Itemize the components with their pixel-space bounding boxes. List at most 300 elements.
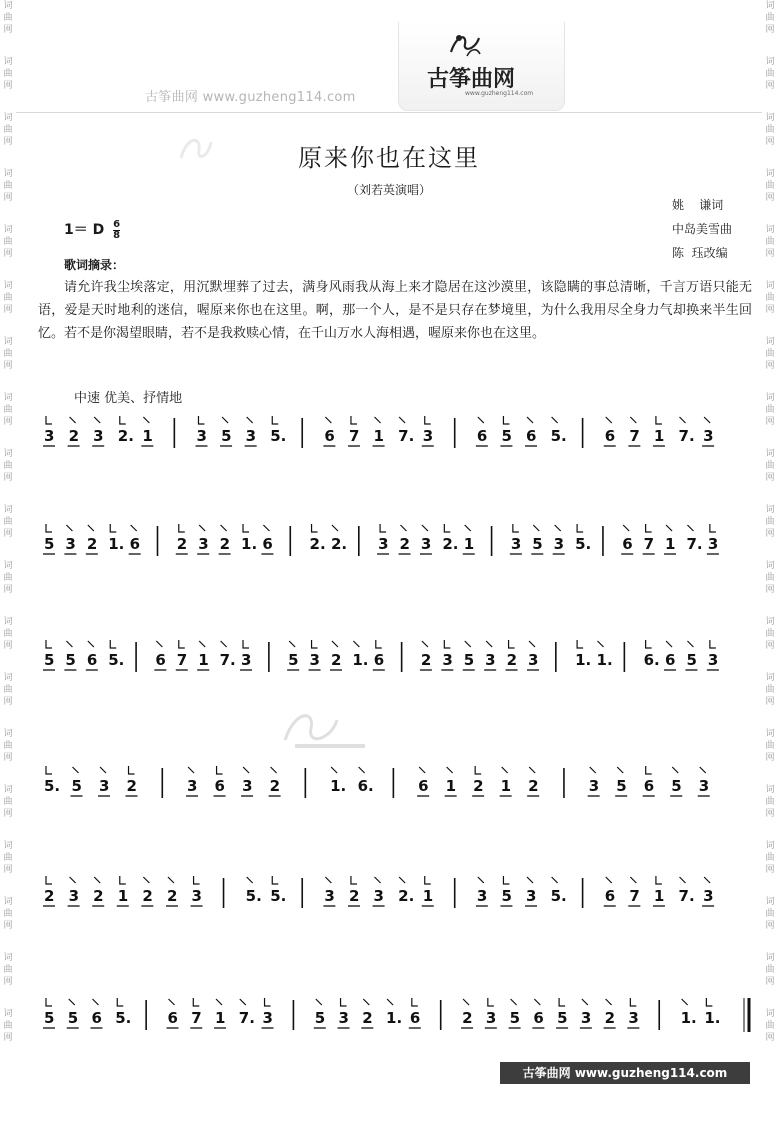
score-note: 6 [214,777,225,795]
score-note: 6 [167,1009,178,1027]
fingering-mark [687,525,693,531]
margin-char: 词 [3,897,13,907]
score-note: 7. [686,535,703,553]
margin-char: 网 [765,585,775,595]
fingering-mark [447,767,453,773]
fingering-mark [221,525,227,531]
score-note: 3 [373,887,384,905]
fingering-mark [70,417,76,423]
margin-char: 曲 [765,237,775,247]
score-note: 5. [270,887,287,905]
score-note: 2 [330,651,342,669]
fingering-mark [120,416,126,424]
fingering-mark [478,877,484,883]
fingering-mark [630,417,636,423]
score-note: 3 [324,887,335,905]
score-note: 2 [348,887,360,905]
fingering-mark [534,999,540,1005]
margin-char: 词 [3,57,13,67]
fingering-mark [73,767,79,773]
margin-char: 词 [765,281,775,291]
margin-char: 曲 [765,69,775,79]
score-note: 5 [501,887,512,905]
fingering-mark [552,877,558,883]
score-note: 2 [473,777,484,795]
score-note: 5 [44,651,55,669]
score-note: 1. [241,535,258,553]
fingering-mark [332,641,338,647]
fingering-mark [312,640,318,648]
fingering-mark [656,876,662,884]
fingering-mark [110,640,116,648]
score-note: 6 [155,651,166,669]
margin-char: 网 [3,305,13,315]
fingering-mark [376,640,382,648]
score-note: 3 [707,651,719,669]
score-note: 7. [678,427,695,445]
score-note: 6 [604,887,616,905]
fingering-mark [272,876,278,884]
fingering-mark [70,877,76,883]
score-note: 3 [68,887,80,905]
score-note: 6 [373,651,385,669]
score-note: 2. [442,535,459,553]
score-note: 3 [703,887,714,905]
score-note: 3 [628,1009,639,1027]
score-note: 5 [501,427,512,445]
lyrics-text: 请允许我尘埃落定，用沉默埋葬了过去，满身风雨我从海上来才隐居在这沙漠里，该隐瞒的事总清晰，千言万语只能无语，爱是天时地利的迷信，喔原来你也在这里。啊，那一个人，是不是只存在梦境里，为什么我用尽全身力气却换来半生回忆。若不是你渴望眼睛，若不是我救赎心情，在千山万水人海相遇，喔原来你也在这里。 [38,280,752,341]
score-note: 3 [553,535,565,553]
fingering-mark [672,767,678,773]
margin-char: 词 [765,617,775,627]
margin-char: 网 [765,865,775,875]
score-note: 7. [398,427,415,445]
margin-char: 词 [3,785,13,795]
fingering-mark [590,767,596,773]
score-note: 6 [643,777,655,795]
header-divider [16,112,762,113]
fingering-mark [351,876,357,884]
credit-composer: 中岛美雪曲 [672,222,733,236]
score-note: 7 [629,887,640,905]
fingering-mark [110,524,116,532]
fingering-mark [700,767,706,773]
score-note: 6. [643,651,660,669]
fingering-mark [606,417,612,423]
margin-char: 曲 [765,965,775,975]
margin-char: 网 [765,697,775,707]
logo-swirl-icon [447,30,483,60]
score-note: 5 [532,535,543,553]
margin-char: 曲 [3,629,13,639]
fingering-mark [353,641,359,647]
margin-char: 词 [3,281,13,291]
margin-char: 网 [3,137,13,147]
margin-char: 网 [3,809,13,819]
margin-char: 曲 [3,69,13,79]
fingering-mark [486,641,492,647]
margin-char: 词 [3,113,13,123]
fingering-mark [199,525,205,531]
score-note: 3 [198,535,209,553]
margin-char: 词 [765,505,775,515]
fingering-mark [325,417,331,423]
footer-site-banner[interactable]: 古筝曲网 www.guzheng114.com [500,1062,750,1084]
fingering-mark [46,524,52,532]
score-note: 2 [44,887,55,905]
margin-char: 网 [3,81,13,91]
score-note: 5 [671,777,682,795]
score-note: 3 [580,1009,592,1027]
margin-char: 词 [765,57,775,67]
fingering-mark [527,877,533,883]
score-note: 7 [629,427,640,445]
fingering-mark [243,524,249,532]
score-note: 2. [117,427,134,445]
score-note: 5 [44,1009,55,1027]
score-note: 6 [665,651,676,669]
score-note: 2 [604,1009,616,1027]
margin-char: 词 [765,337,775,347]
fingering-mark [509,640,515,648]
fingering-mark [527,417,533,423]
fingering-mark [66,641,72,647]
fingering-mark [351,416,357,424]
score-note: 2 [86,535,98,553]
fingering-mark [606,999,612,1005]
fingering-mark [559,998,565,1006]
fingering-mark [69,999,75,1005]
score-note: 5 [288,651,299,669]
fingering-mark [463,999,469,1005]
score-note: 2 [166,887,178,905]
score-row-6 [36,990,752,1050]
margin-char: 曲 [765,125,775,135]
score-note: 3 [44,427,55,445]
score-note: 7 [348,427,360,445]
score-note: 3 [309,651,320,669]
score-note: 3 [196,427,207,445]
margin-char: 网 [3,865,13,875]
score-note: 6 [86,651,98,669]
score-note: 1. [330,777,347,795]
margin-char: 曲 [3,685,13,695]
score-row-4 [36,758,752,818]
fingering-mark [131,525,137,531]
score-note: 1. [596,651,613,669]
score-note: 1 [653,887,665,905]
fingering-mark [475,766,481,774]
score-note: 6 [324,427,335,445]
margin-char: 网 [765,1033,775,1043]
fingering-mark [425,416,431,424]
margin-char: 网 [765,753,775,763]
fingering-mark [143,417,149,423]
fingering-mark [100,767,106,773]
margin-char: 词 [765,953,775,963]
margin-char: 曲 [3,517,13,527]
margin-char: 曲 [765,909,775,919]
margin-char: 词 [3,449,13,459]
fingering-mark [582,999,588,1005]
margin-char: 曲 [765,797,775,807]
fingering-mark [399,877,405,883]
margin-char: 曲 [765,573,775,583]
fingering-mark [332,525,338,531]
margin-char: 网 [765,249,775,259]
score-note: 5 [65,651,76,669]
fingering-mark [465,641,471,647]
fingering-mark [529,767,535,773]
margin-char: 词 [765,393,775,403]
fingering-mark [325,877,331,883]
score-note: 3 [442,651,453,669]
fingering-mark [412,998,418,1006]
fingering-mark [656,416,662,424]
fingering-mark [617,767,623,773]
logo-subtext: www.guzheng114.com [465,90,534,97]
fingering-mark [598,641,604,647]
score-note: 3 [241,651,252,669]
margin-char: 曲 [3,125,13,135]
score-note: 1 [142,427,153,445]
score-note: 3 [485,1009,497,1027]
score-note: 3 [707,535,719,553]
margin-char: 网 [765,529,775,539]
score-row-5 [36,868,752,928]
fingering-mark [704,417,710,423]
fingering-mark [503,876,509,884]
tempo-marking: 中速 优美、抒情地 [74,391,183,406]
margin-char: 曲 [765,1021,775,1031]
margin-char: 网 [765,25,775,35]
score-note: 5. [270,427,287,445]
margin-char: 词 [765,673,775,683]
fingering-mark [243,767,249,773]
margin-char: 网 [3,753,13,763]
score-note: 1. [575,651,592,669]
margin-char: 网 [765,305,775,315]
margin-char: 词 [3,1,13,11]
fingering-mark [444,640,450,648]
score-note: 7. [219,651,236,669]
score-note: 6. [357,777,374,795]
fingering-mark [444,524,450,532]
margin-char: 曲 [3,293,13,303]
fingering-mark [156,641,162,647]
score-note: 6 [418,777,429,795]
score-note: 2. [330,535,348,553]
fingering-mark [46,876,52,884]
header-site-url: 古筝曲网 www.guzheng114.com [145,90,356,105]
score-note: 1 [445,777,457,795]
fingering-mark [243,640,249,648]
fingering-mark [503,416,509,424]
margin-char: 词 [3,337,13,347]
margin-char: 网 [765,417,775,427]
score-note: 3 [191,887,202,905]
margin-char: 词 [765,841,775,851]
fingering-mark [422,525,428,531]
score-note: 2 [176,535,188,553]
fingering-mark [666,641,672,647]
score-note: 6 [409,1009,421,1027]
margin-char: 曲 [765,629,775,639]
fingering-mark [555,525,561,531]
margin-char: 曲 [3,573,13,583]
score-row-1 [36,408,752,468]
margin-char: 词 [765,785,775,795]
fingering-mark [380,524,386,532]
fingering-mark [193,998,199,1006]
margin-char: 曲 [3,349,13,359]
fingering-mark [120,876,126,884]
lyrics-label: 歌词摘录： [64,258,125,272]
score-note: 5 [463,651,475,669]
score-note: 3 [378,535,389,553]
fingering-mark [199,641,205,647]
fingering-mark [533,525,539,531]
margin-char: 网 [765,641,775,651]
margin-char: 曲 [3,461,13,471]
site-logo[interactable] [398,22,565,111]
fingering-mark [240,999,246,1005]
fingering-mark [94,877,100,883]
score-note: 2. [398,887,415,905]
score-note: 5. [115,1009,132,1027]
fingering-mark [263,525,269,531]
fingering-mark [179,640,185,648]
score-note: 2 [462,1009,473,1027]
margin-char: 词 [3,1009,13,1019]
score-note: 1 [215,1009,226,1027]
score-row-3 [36,632,752,692]
score-note: 7 [176,651,188,669]
fingering-mark [552,417,558,423]
score-note: 5 [44,535,55,553]
margin-char: 曲 [765,461,775,471]
fingering-mark [646,640,652,648]
score-note: 2 [399,535,410,553]
score-note: 2 [93,887,104,905]
fingering-mark [316,999,322,1005]
score-note: 6 [476,427,488,445]
score-note: 3 [526,887,537,905]
margin-char: 曲 [3,797,13,807]
margin-char: 曲 [765,741,775,751]
margin-char: 网 [765,809,775,819]
margin-char: 词 [765,225,775,235]
margin-char: 词 [3,953,13,963]
fingering-mark [129,766,135,774]
score-note: 1 [463,535,475,553]
fingering-mark [646,524,652,532]
score-note: 5 [557,1009,568,1027]
fingering-mark [216,999,222,1005]
score-note: 1. [680,1009,697,1027]
score-note: 5 [616,777,627,795]
score-note: 3 [262,1009,273,1027]
song-subtitle: （刘若英演唱） [346,183,431,197]
fingering-mark [375,417,381,423]
fingering-mark [331,767,337,773]
fingering-mark [623,525,629,531]
margin-char: 网 [765,137,775,147]
fingering-mark [93,999,99,1005]
score-note: 6 [526,427,537,445]
score-note: 1. [352,651,369,669]
margin-char: 曲 [765,13,775,23]
fingering-mark [88,641,94,647]
score-note: 2 [142,887,153,905]
score-note: 2 [219,535,231,553]
score-note: 2 [362,1009,373,1027]
margin-char: 网 [3,1033,13,1043]
fingering-mark [168,877,174,883]
score-note: 3 [187,777,198,795]
margin-char: 词 [3,169,13,179]
fingering-mark [117,998,123,1006]
score-note: 5. [245,887,262,905]
score-note: 6 [129,535,141,553]
fingering-mark [194,876,200,884]
margin-char: 网 [765,473,775,483]
score-note: 3 [527,651,539,669]
fingering-mark [247,417,253,423]
score-note: 6 [91,1009,102,1027]
score-note: 5. [44,777,61,795]
score-note: 1 [117,887,129,905]
score-note: 5 [67,1009,79,1027]
margin-char: 曲 [765,181,775,191]
fingering-mark [387,999,393,1005]
score-note: 5 [686,651,697,669]
fingering-mark [143,877,149,883]
score-note: 1. [704,1009,721,1027]
faint-watermark-logo [275,700,375,760]
fingering-mark [529,641,535,647]
time-denominator: 8 [113,229,121,241]
fingering-mark [222,417,228,423]
fingering-mark [289,641,295,647]
credit-arranger: 陈 珏改编 [672,246,728,260]
score-row-2 [36,516,752,576]
score-note: 3 [510,535,522,553]
fingering-mark [272,416,278,424]
margin-char: 网 [3,641,13,651]
margin-char: 词 [765,729,775,739]
song-credits [672,193,732,265]
score-note: 7. [238,1009,255,1027]
margin-char: 词 [765,449,775,459]
score-note: 5. [550,427,567,445]
fingering-mark [706,998,712,1006]
margin-char: 网 [3,193,13,203]
fingering-mark [666,525,672,531]
margin-char: 网 [3,529,13,539]
margin-char: 词 [765,561,775,571]
score-note: 3 [99,777,110,795]
fingering-mark [704,877,710,883]
margin-char: 词 [3,225,13,235]
fingering-mark [422,641,428,647]
fingering-mark [66,525,72,531]
margin-char: 曲 [3,181,13,191]
margin-char: 网 [3,977,13,987]
score-note: 2. [309,535,326,553]
score-note: 5 [71,777,82,795]
fingering-mark [179,524,185,532]
